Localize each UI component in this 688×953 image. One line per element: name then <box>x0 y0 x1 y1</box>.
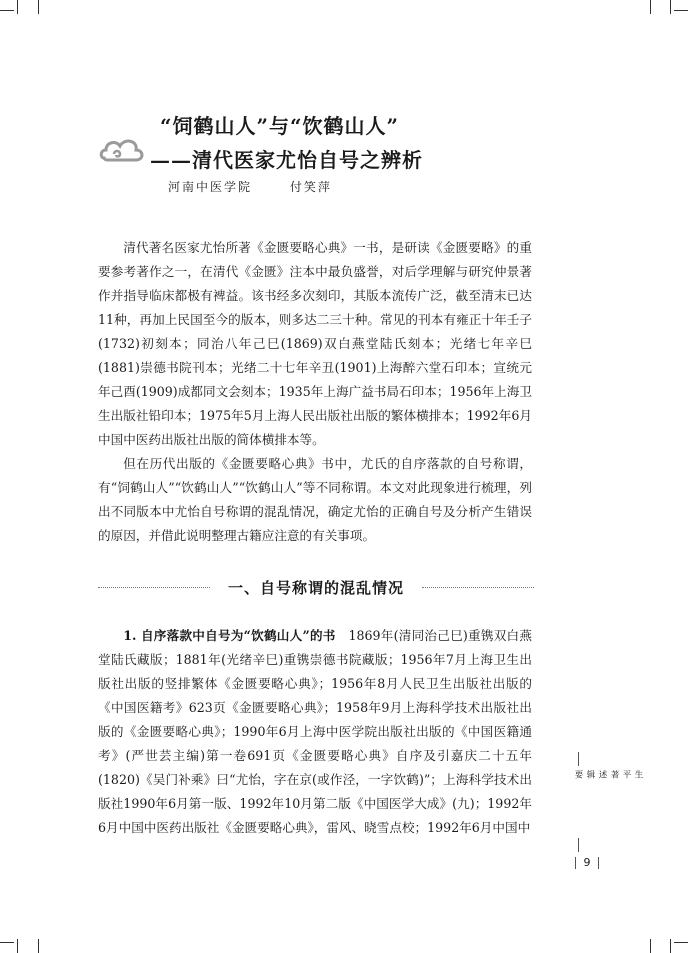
crop-mark <box>17 0 18 14</box>
title-line-1: “饲鹤山人”与“饮鹤山人” <box>160 114 400 138</box>
intro-text <box>98 236 532 548</box>
title-line-2: ——清代医家尤怡自号之辨析 <box>150 148 423 172</box>
crop-mark <box>674 10 688 11</box>
paragraph: 清代著名医家尤怡所著《金匮要略心典》一书，是研读《金匮要略》的重要参考著作之一，在清代《金匮》注本中最负盛誉，对后学理解与研究仲景著作并指导临床都极有裨益。该书经多次刻印，其版本流传广泛，截至清末已达11种，再加上民国至今的版本，则多达二三十种。常见的刊本有雍正十年壬子(1732)初刻本；同治八年己巳(1869)双白燕堂陆氏刻本；光绪七年辛巳(1881)崇德书院刊本；光绪二十七年辛丑(1901)上海醉六堂石印本；宣统元年己酉(1909)成都同文会刻本；1935年上海广益书局石印本；1956年上海卫生出版社铅印本；1975年5月上海人民出版社出版的繁体横排本；1992年6月中国中医药出版社出版的简体横排本等。 <box>98 240 532 447</box>
side-tab-label: 生平著述辑要 <box>573 770 643 780</box>
article-title <box>150 112 570 174</box>
institution: 河南中医学院 <box>168 180 253 194</box>
crop-mark <box>0 942 14 943</box>
section-body <box>98 624 532 840</box>
divider <box>578 752 579 766</box>
crop-mark <box>38 939 39 953</box>
crop-mark <box>670 0 671 14</box>
section-heading: 一、自号称谓的混乱情况 <box>227 579 404 597</box>
paragraph <box>98 624 532 840</box>
crop-mark <box>674 942 688 943</box>
divider <box>598 857 599 869</box>
crop-mark <box>650 939 651 953</box>
dotted-rule <box>422 587 534 588</box>
byline <box>168 178 332 195</box>
divider <box>578 838 579 852</box>
crop-mark <box>17 939 18 953</box>
subsection-heading: 1. 自序落款中自号为“饮鹤山人”的书 <box>123 628 336 643</box>
divider <box>575 857 576 869</box>
crop-mark <box>670 939 671 953</box>
paragraph: 但在历代出版的《金匮要略心典》书中，尤氏的自序落款的自号称谓，有“饲鹤山人”“饮鹤山人”“饮鹤山人”等不同称谓。本文对此现象进行梳理，列出不同版本中尤怡自号称谓的混乱情况，确定尤怡的正确自号及分析产生错误的原因，并借此说明整理古籍应注意的有关事项。 <box>98 456 532 543</box>
crop-mark <box>38 0 39 14</box>
subsection-text: 1869年(清同治己巳)重镌双白燕堂陆氏藏版；1881年(光绪辛巳)重镌崇德书院藏版；1956年7月上海卫生出版社出版的竖排繁体《金匮要略心典》；1956年8月人民卫生出版社出版的《中国医籍考》623页《金匮要略心典》；1958年9月上海科学技术出版社出版的《金匮要略心典》；1990年6月上海中医学院出版社出版的《中国医籍通考》(严世芸主编)第一卷691页《金匮要略心典》自序及引嘉庆二十五年(1820)《吴门补乘》曰“尤怡，字在京(或作泾，一字饮鹤)”；上海科学技术出版社1990年6月第一版、1992年10月第二版《中国医学大成》(九)；1992年6月中国中医药出版社《金匮要略心典》，雷风、晓雪点校；1992年6月中国中 <box>98 628 532 835</box>
cloud-icon <box>98 134 146 170</box>
page-number-value: 9 <box>583 856 591 869</box>
crop-mark <box>650 0 651 14</box>
author: 付笑萍 <box>289 180 332 194</box>
page-number <box>571 856 603 869</box>
crop-mark <box>0 10 14 11</box>
section-header <box>98 576 534 600</box>
